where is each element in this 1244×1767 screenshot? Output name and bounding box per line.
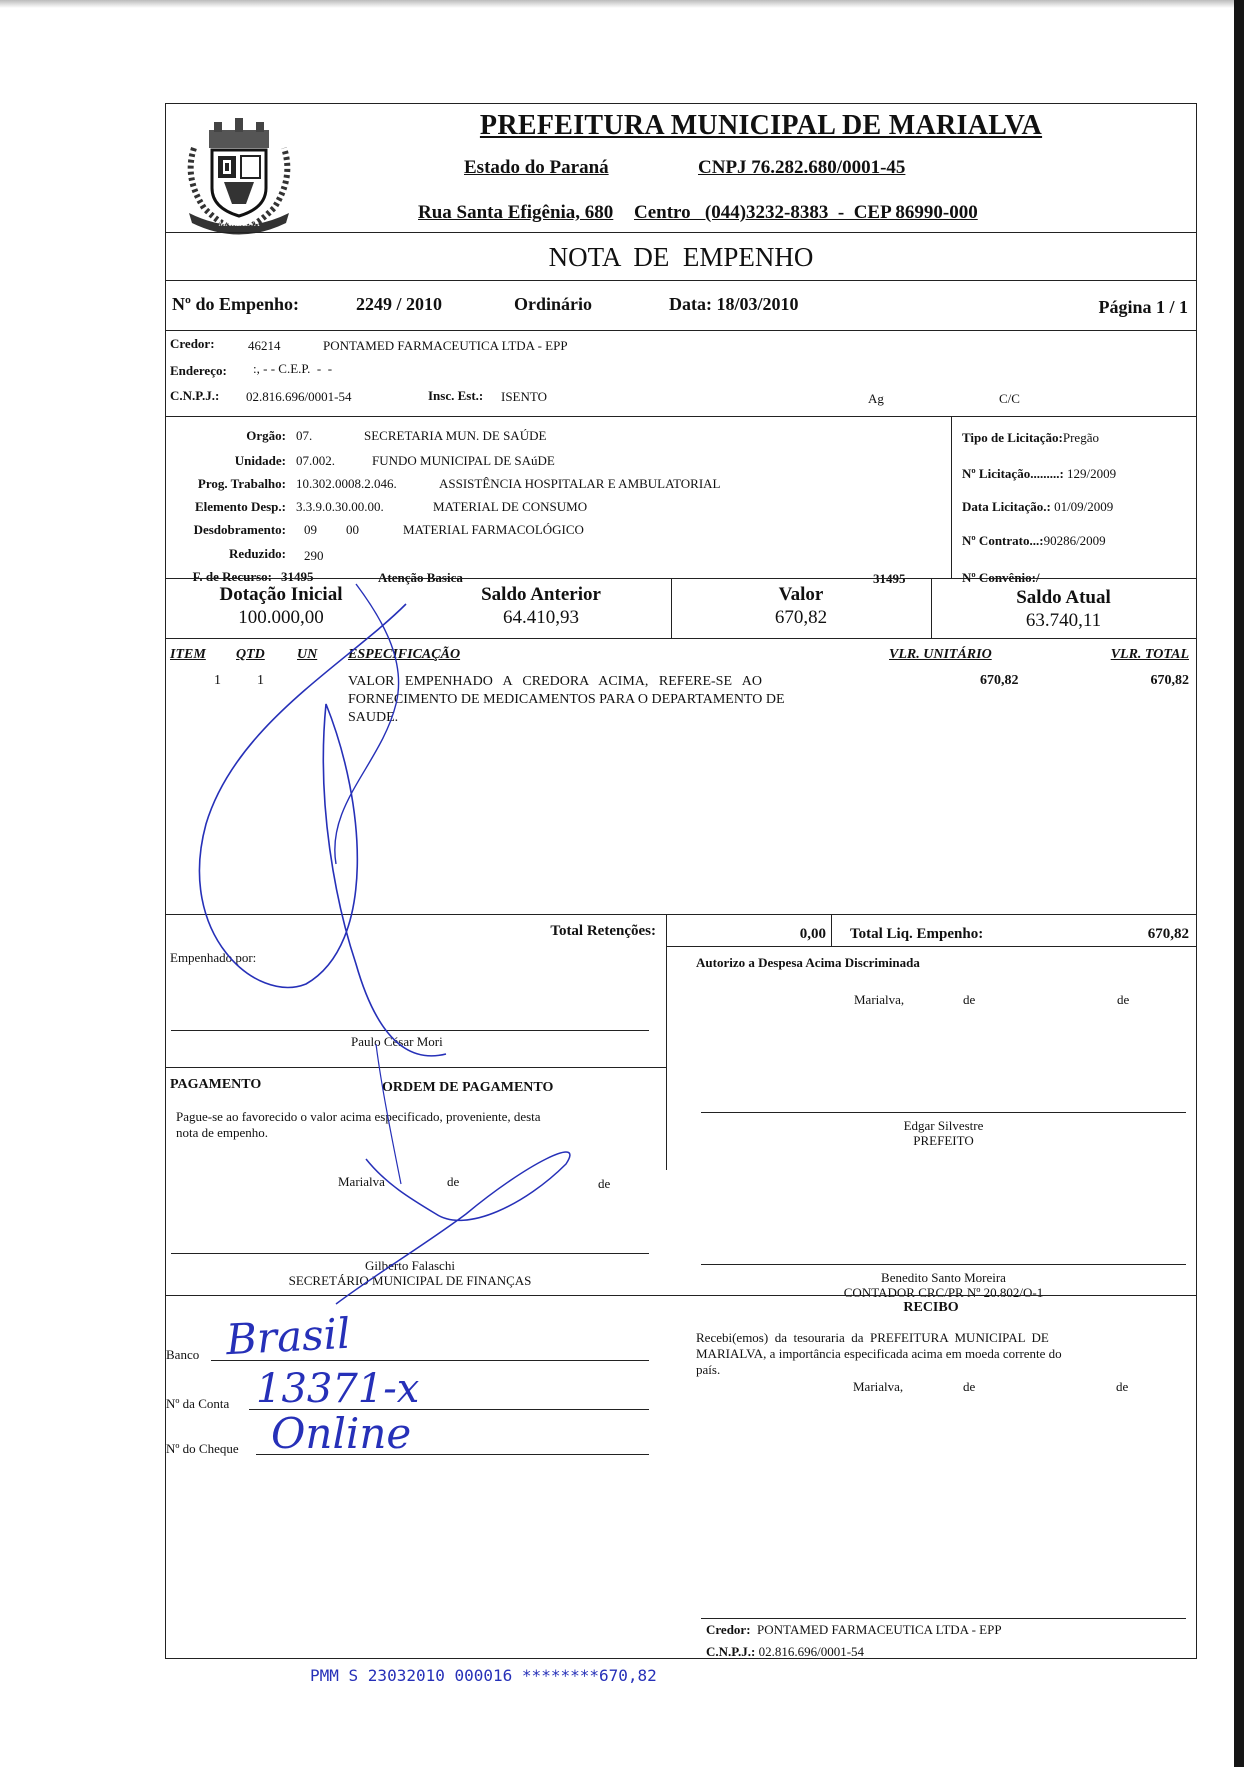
recibo-cnpj: C.N.P.J.: 02.816.696/0001-54	[706, 1644, 865, 1659]
item-specification: VALOR EMPENHADO A CREDORA ACIMA, REFERE-SE AO FORNECIMENTO DE MEDICAMENTOS PARA O DEPARTAMENTO DE SAUDE.	[348, 674, 785, 725]
elemento-desc: MATERIAL DE CONSUMO	[433, 499, 588, 514]
reduzido-label: Reduzido:	[228, 546, 286, 561]
conta-label: Nº da Conta	[166, 1396, 230, 1411]
data-licitacao: Data Licitação.: 01/09/2009	[962, 499, 1114, 514]
pagamento-de-2: de	[598, 1176, 611, 1191]
numero-contrato: Nº Contrato...:90286/2009	[962, 533, 1106, 548]
total-retencoes-label: Total Retenções:	[550, 923, 656, 939]
empenhado-por-label: Empenhado por:	[170, 950, 257, 965]
street-address: Rua Santa Efigênia, 680	[418, 202, 614, 223]
item-number: 1	[214, 673, 221, 688]
valor-label: Valor	[778, 584, 824, 605]
elemento-code: 3.3.9.0.30.00.00.	[296, 499, 384, 514]
insc-value: ISENTO	[501, 389, 547, 404]
orgao-code: 07.	[296, 428, 313, 443]
empenho-number: 2249 / 2010	[356, 294, 443, 314]
credor-code: 46214	[248, 338, 281, 353]
credor-label: Credor:	[170, 336, 215, 351]
desdobramento-code-2: 00	[346, 522, 359, 537]
col-vlr-total: VLR. TOTAL	[1110, 647, 1189, 662]
item-quantity: 1	[257, 673, 264, 688]
empenho-type: Ordinário	[514, 294, 593, 314]
valor-value: 670,82	[774, 607, 828, 628]
conta-corrente-label: C/C	[999, 391, 1020, 406]
secretario-signature: Gilberto Falaschi SECRETÁRIO MUNICIPAL DE FINANÇAS	[288, 1258, 532, 1288]
recurso-desc: Atenção Basica	[378, 570, 463, 585]
agencia-label: Ag	[868, 391, 884, 406]
empenho-number-label: Nº do Empenho:	[172, 294, 299, 314]
cheque-label: Nº do Cheque	[166, 1441, 239, 1456]
dotacao-inicial-label: Dotação Inicial	[219, 584, 343, 605]
recibo-de-2: de	[1116, 1379, 1129, 1394]
total-liquido-label: Total Liq. Empenho:	[850, 926, 984, 942]
state-name: Estado do Paraná	[464, 157, 609, 178]
document-type-title: NOTA DE EMPENHO	[548, 242, 814, 272]
desdobramento-label: Desdobramento:	[193, 522, 286, 537]
col-un: UN	[297, 647, 318, 662]
nota-de-empenho-form	[165, 103, 1197, 1659]
pagamento-text: Pague-se ao favorecido o valor acima especificado, proveniente, desta nota de empenho.	[176, 1109, 541, 1140]
numero-licitacao: Nº Licitação.........: 129/2009	[962, 466, 1117, 481]
recurso-code: 31495	[281, 569, 314, 584]
prefeito-signature: Edgar Silvestre PREFEITO	[903, 1118, 984, 1148]
banco-label: Banco	[166, 1347, 200, 1362]
dotacao-inicial-value: 100.000,00	[238, 607, 324, 628]
programa-desc: ASSISTÊNCIA HOSPITALAR E AMBULATORIAL	[439, 476, 721, 491]
banco-handwritten: Brasil	[224, 1308, 352, 1365]
payment-stamp: PMM S 23032010 000016 ********670,82	[310, 1666, 657, 1685]
pagamento-label: PAGAMENTO	[170, 1077, 262, 1092]
address-phone-cep: Centro (044)3232-8383 - CEP 86990-000	[634, 202, 978, 223]
pagamento-de-1: de	[447, 1174, 460, 1189]
endereco-label: Endereço:	[170, 363, 227, 378]
recibo-label: RECIBO	[903, 1300, 959, 1315]
desdobramento-code-1: 09	[304, 522, 317, 537]
coat-of-arms-seal	[174, 108, 304, 238]
desdobramento-desc: MATERIAL FARMACOLÓGICO	[403, 522, 584, 537]
credor-name: PONTAMED FARMACEUTICA LTDA - EPP	[323, 338, 568, 353]
cnpj-value: 02.816.696/0001-54	[246, 389, 352, 404]
recibo-city: Marialva,	[853, 1379, 904, 1394]
recibo-credor: Credor: PONTAMED FARMACEUTICA LTDA - EPP	[706, 1622, 1002, 1637]
endereco-value: :, - - C.E.P. - -	[253, 361, 333, 376]
autorizo-city: Marialva,	[854, 992, 905, 1007]
insc-label: Insc. Est.:	[428, 388, 484, 403]
unidade-code: 07.002.	[296, 453, 335, 468]
col-especificacao: ESPECIFICAÇÃO	[348, 647, 461, 662]
col-item: ITEM	[170, 647, 206, 662]
empenhado-por-name: Paulo César Mori	[351, 1034, 443, 1049]
saldo-anterior-value: 64.410,93	[503, 607, 579, 628]
city-hall-title: PREFEITURA MUNICIPAL DE MARIALVA	[479, 110, 1043, 141]
item-total-value: 670,82	[1150, 673, 1189, 688]
scan-edge-right	[1234, 0, 1244, 1767]
total-retencoes-value: 0,00	[799, 926, 826, 942]
reduzido-value: 290	[304, 548, 324, 563]
col-vlr-unitario: VLR. UNITÁRIO	[889, 647, 992, 662]
conta-handwritten: 13371-x	[256, 1366, 420, 1412]
saldo-atual-label: Saldo Atual	[1016, 587, 1111, 608]
orgao-desc: SECRETARIA MUN. DE SAÚDE	[364, 428, 547, 443]
autorizo-de-2: de	[1117, 992, 1130, 1007]
orgao-label: Orgão:	[246, 428, 286, 443]
contador-signature: Benedito Santo Moreira CONTADOR CRC/PR Nº 20.802/O-1	[843, 1270, 1044, 1300]
recurso-code-right: 31495	[873, 571, 906, 586]
empenho-date: Data: 18/03/2010	[669, 294, 799, 314]
pagamento-city: Marialva	[338, 1174, 385, 1189]
saldo-atual-value: 63.740,11	[1025, 610, 1102, 631]
recurso-label: F. de Recurso:	[192, 569, 272, 584]
elemento-label: Elemento Desp.:	[195, 499, 286, 514]
autorizo-label: Autorizo a Despesa Acima Discriminada	[696, 955, 920, 970]
ordem-pagamento-label: ORDEM DE PAGAMENTO	[382, 1080, 554, 1095]
city-cnpj: CNPJ 76.282.680/0001-45	[698, 157, 906, 178]
total-liquido-value: 670,82	[1147, 926, 1189, 942]
autorizo-de-1: de	[963, 992, 976, 1007]
recibo-text: Recebi(emos) da tesouraria da PREFEITURA MUNICIPAL DE MARIALVA, a importância especificada acima em moeda corrente do país.	[696, 1330, 1062, 1377]
recibo-de-1: de	[963, 1379, 976, 1394]
cheque-handwritten: Online	[271, 1409, 412, 1458]
saldo-anterior-label: Saldo Anterior	[481, 584, 601, 605]
unidade-label: Unidade:	[234, 453, 286, 468]
cnpj-label: C.N.P.J.:	[170, 388, 220, 403]
item-unit-value: 670,82	[980, 673, 1019, 688]
tipo-licitacao: Tipo de Licitação:Pregão	[962, 430, 1099, 445]
numero-convenio: Nº Convênio:/	[962, 570, 1040, 585]
programa-code: 10.302.0008.2.046.	[296, 476, 397, 491]
unidade-desc: FUNDO MUNICIPAL DE SAúDE	[372, 453, 555, 468]
page-indicator: Página 1 / 1	[1098, 297, 1188, 317]
svg-text:MARIALVA: MARIALVA	[218, 219, 260, 228]
col-qtd: QTD	[236, 647, 265, 662]
programa-label: Prog. Trabalho:	[197, 476, 286, 491]
scan-edge-top	[0, 0, 1244, 8]
